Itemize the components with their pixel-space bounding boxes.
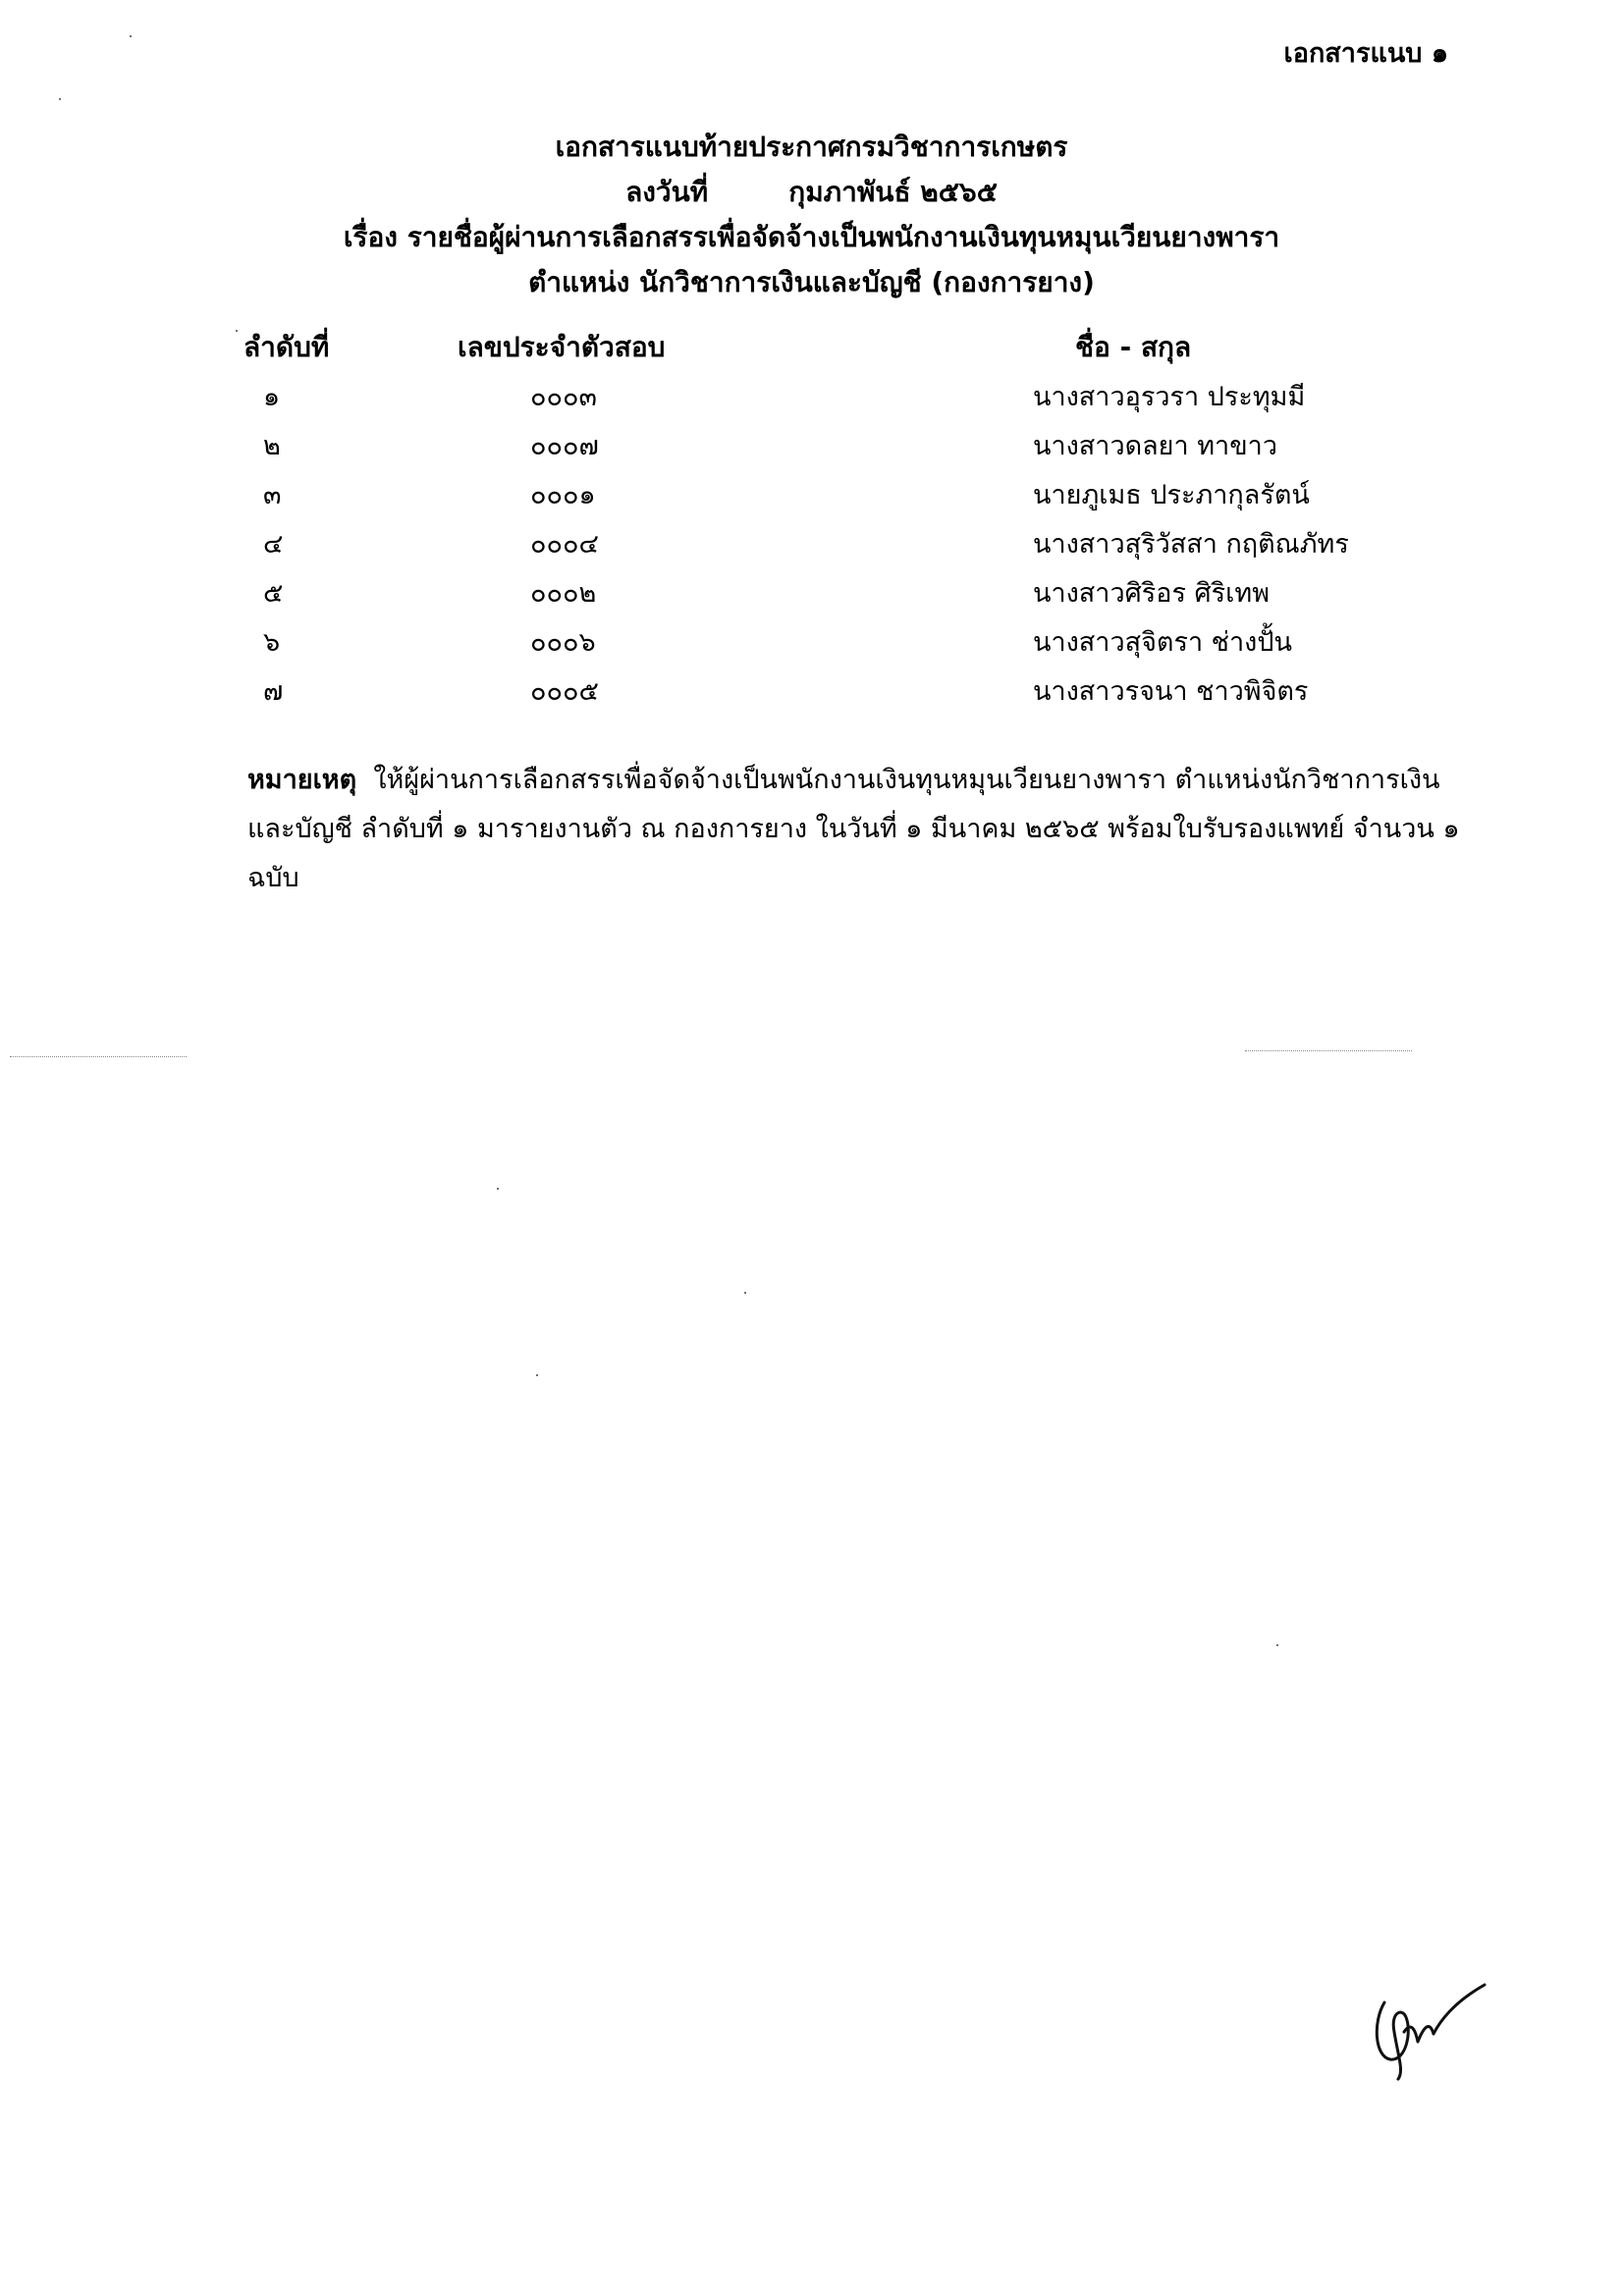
row-name: นางสาวสุริวัสสา กฤติณภัทร [1033, 529, 1349, 560]
date-value: กุมภาพันธ์ ๒๕๖๕ [788, 176, 998, 208]
remark-label: หมายเหตุ [247, 765, 357, 795]
row-no: ๕ [263, 578, 284, 609]
row-exam-id: ๐๐๐๓ [530, 382, 597, 412]
column-header-no: ลำดับที่ [243, 331, 330, 363]
remark-line-1: ให้ผู้ผ่านการเลือกสรรเพื่อจัดจ้างเป็นพนักงานเงินทุนหมุนเวียนยางพารา ตำแหน่งนักวิชาการเงิน [373, 765, 1440, 795]
table-row [0, 424, 1623, 473]
row-no: ๖ [263, 627, 281, 658]
row-name: นางสาวอุรวรา ประทุมมี [1033, 382, 1306, 412]
scan-speck [744, 1292, 746, 1294]
column-header-name: ชื่อ - สกุล [1075, 331, 1192, 363]
scan-speck [59, 98, 61, 100]
row-no: ๔ [263, 529, 284, 560]
row-no: ๒ [263, 431, 281, 461]
row-no: ๑ [263, 382, 281, 412]
row-exam-id: ๐๐๐๗ [530, 431, 599, 461]
scan-speck [497, 1188, 499, 1190]
table-row [0, 620, 1623, 669]
table-row [0, 375, 1623, 424]
scan-speck [536, 1374, 538, 1376]
document-subject: เรื่อง รายชื่อผู้ผ่านการเลือกสรรเพื่อจัดจ้างเป็นพนักงานเงินทุนหมุนเวียนยางพารา [343, 221, 1280, 253]
scan-speck [130, 35, 132, 37]
row-name: นางสาวดลยา ทาขาว [1033, 431, 1277, 461]
remark [247, 756, 1465, 903]
scan-speck [1276, 1644, 1278, 1646]
attachment-label: เอกสารแนบ ๑ [1283, 38, 1448, 69]
row-exam-id: ๐๐๐๔ [530, 529, 599, 560]
row-exam-id: ๐๐๐๒ [530, 578, 597, 609]
table-row [0, 571, 1623, 620]
table-row [0, 522, 1623, 571]
row-exam-id: ๐๐๐๖ [530, 627, 596, 658]
scan-artifact [1245, 1050, 1412, 1052]
row-name: นางสาวสุจิตรา ช่างปั้น [1033, 627, 1292, 658]
signature [1355, 1963, 1512, 2091]
table-row [0, 669, 1623, 719]
scan-artifact [10, 1056, 187, 1058]
document-position: ตำแหน่ง นักวิชาการเงินและบัญชี (กองการยาง) [528, 266, 1095, 298]
remark-line-2: และบัญชี ลำดับที่ ๑ มารายงานตัว ณ กองการยาง ในวันที่ ๑ มีนาคม ๒๕๖๕ พร้อมใบรับรองแพทย์ จำนวน ๑ ฉบับ [247, 814, 1460, 893]
scan-speck [236, 330, 238, 332]
row-no: ๗ [263, 676, 284, 707]
row-exam-id: ๐๐๐๕ [530, 676, 599, 707]
row-exam-id: ๐๐๐๑ [530, 480, 596, 510]
table-row [0, 473, 1623, 522]
row-name: นางสาวรจนา ชาวพิจิตร [1033, 676, 1309, 707]
date-prefix: ลงวันที่ [625, 176, 709, 208]
row-name: นายภูเมธ ประภากุลรัตน์ [1033, 480, 1310, 510]
column-header-exam-id: เลขประจำตัวสอบ [458, 331, 666, 363]
document-date [0, 171, 1623, 214]
row-name: นางสาวศิริอร ศิริเทพ [1033, 578, 1271, 609]
document-title: เอกสารแนบท้ายประกาศกรมวิชาการเกษตร [555, 131, 1068, 163]
row-no: ๓ [263, 480, 282, 510]
